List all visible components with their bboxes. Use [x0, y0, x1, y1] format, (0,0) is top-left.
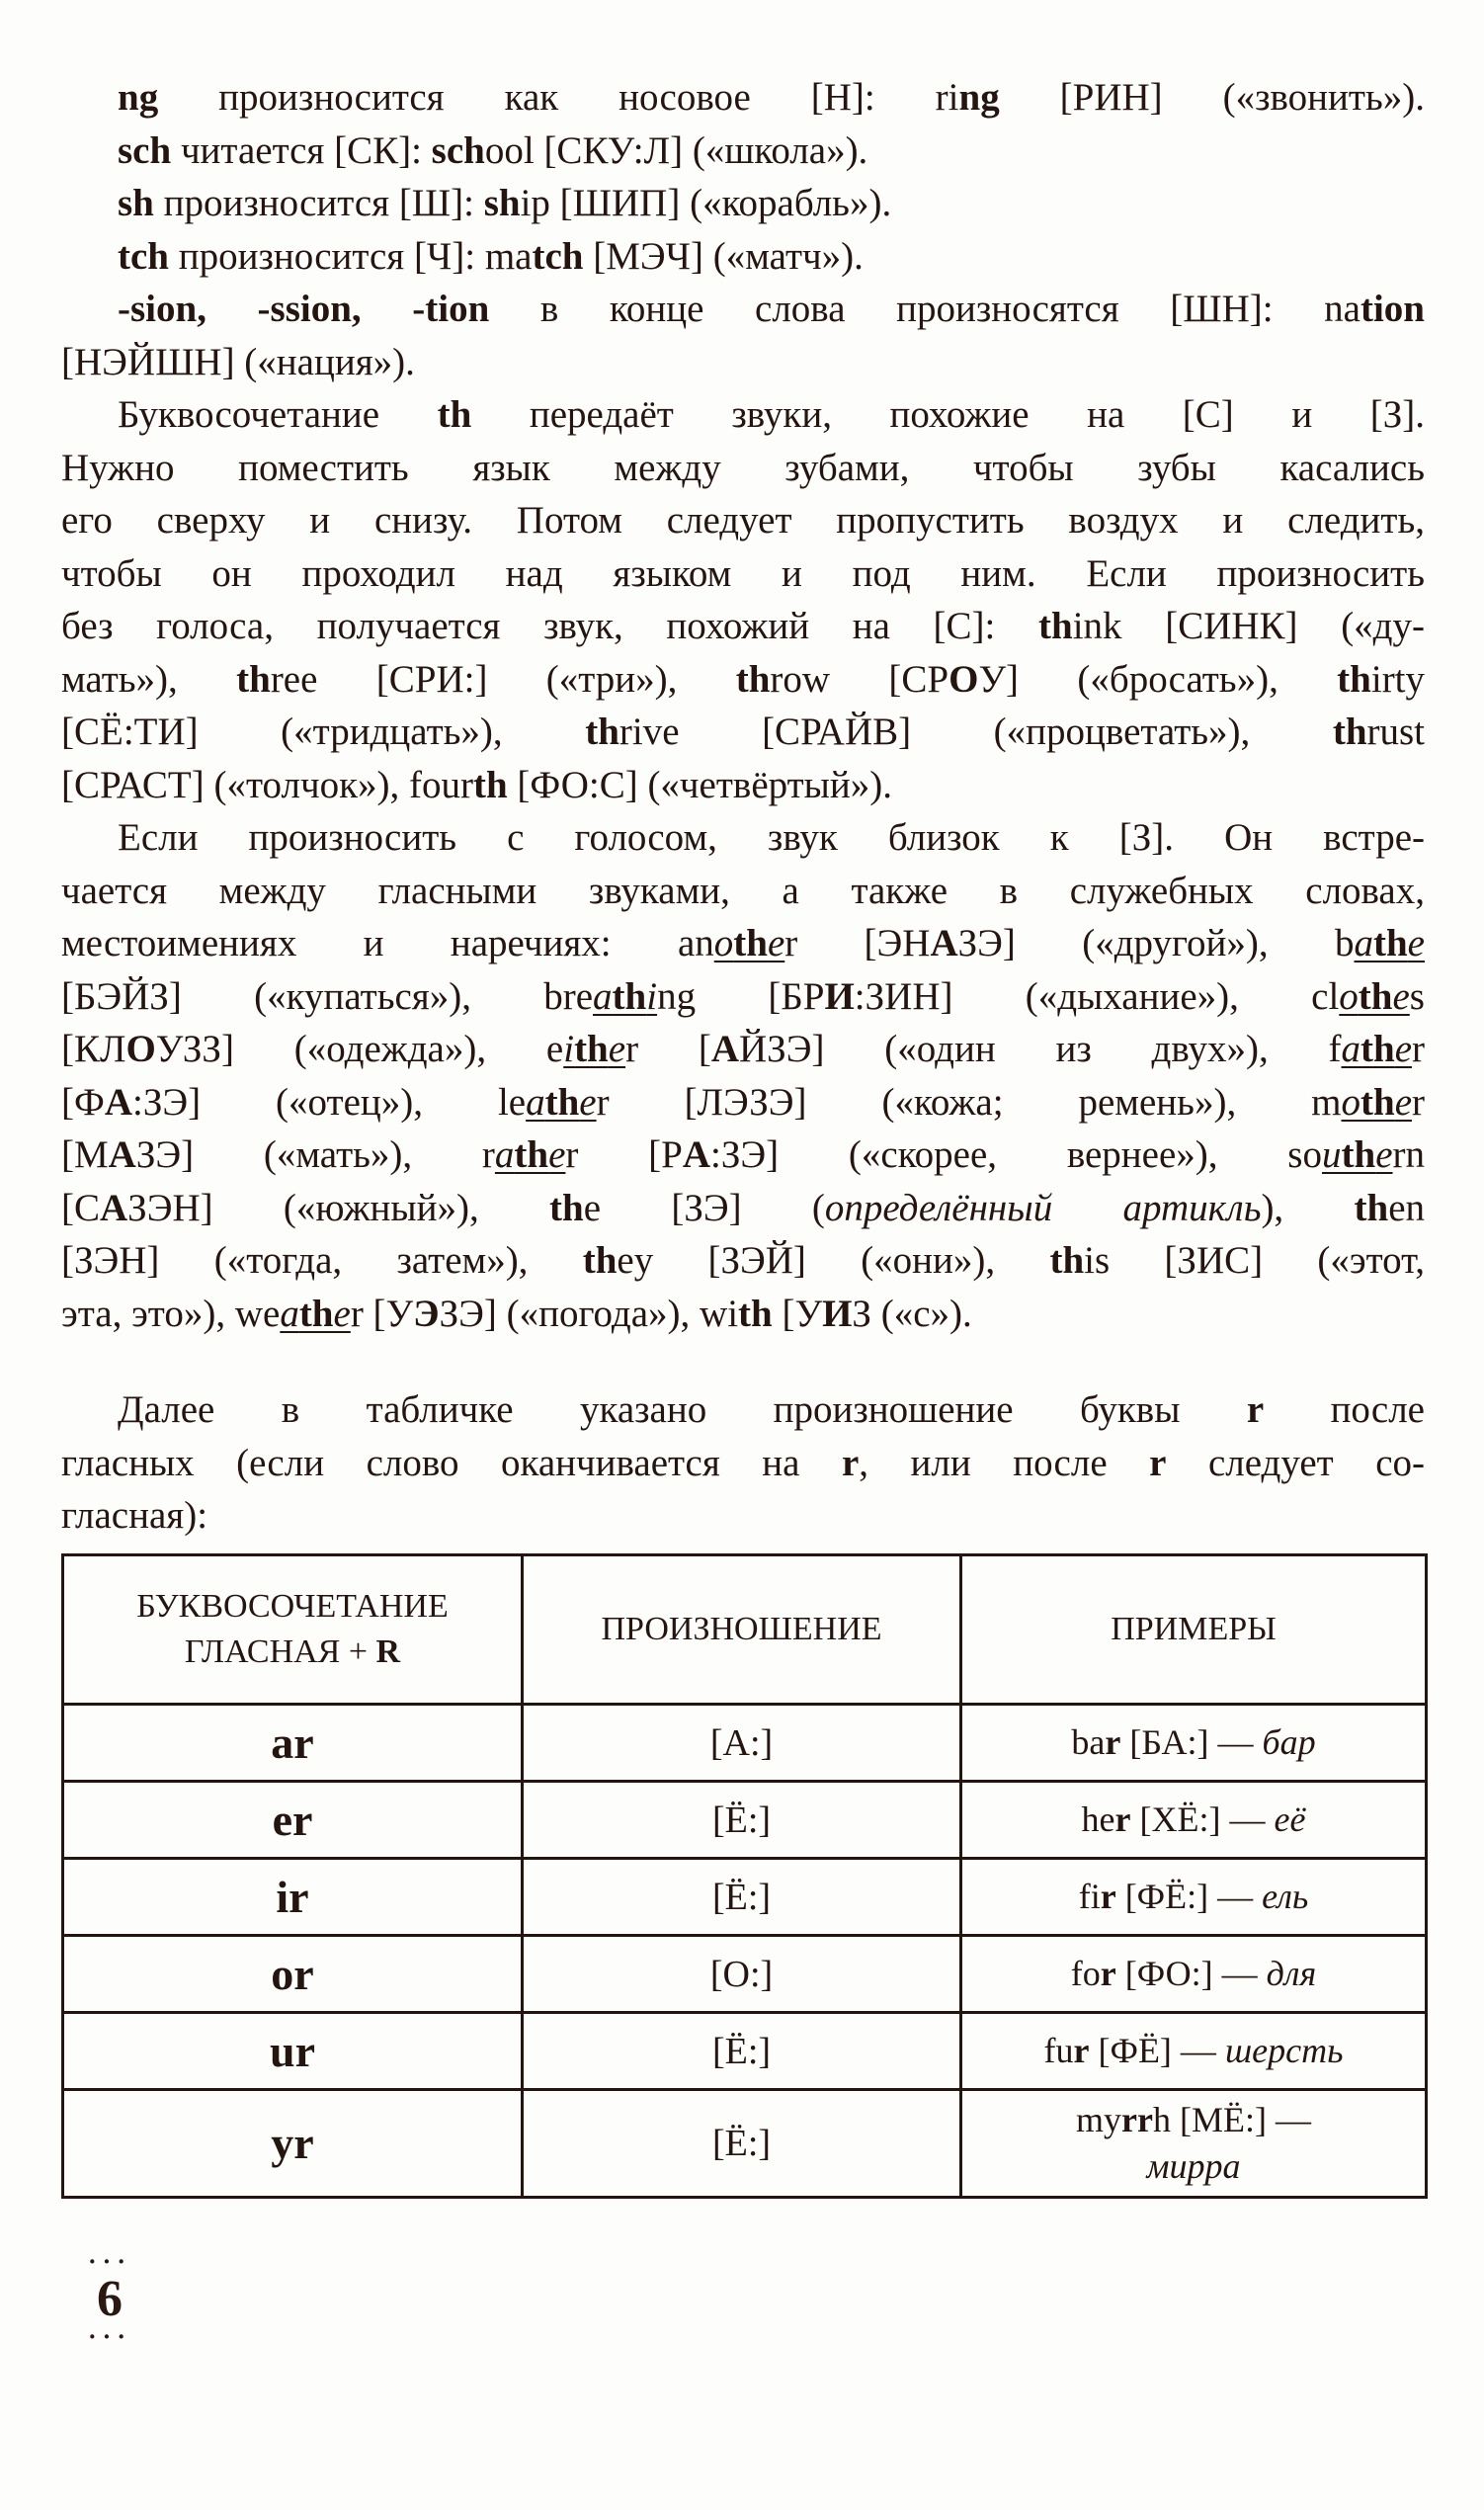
- text-segment: th: [735, 657, 771, 701]
- text-segment: th: [733, 922, 768, 964]
- text-segment: r: [1100, 1877, 1116, 1917]
- text-line: [61, 865, 1425, 918]
- text-line: [61, 706, 1425, 759]
- text-line: [61, 283, 1425, 336]
- text-segment: r: [1105, 1722, 1121, 1763]
- text-segment: гласная):: [61, 1494, 208, 1537]
- text-segment: i: [563, 1028, 575, 1070]
- text-segment: a: [494, 1133, 515, 1176]
- text-segment: [ЗЭН] («тогда, затем»),: [61, 1239, 583, 1282]
- text-segment: u: [1322, 1133, 1342, 1176]
- text-line: [61, 1076, 1425, 1130]
- text-segment: sh: [483, 182, 521, 224]
- text-segment: tion: [1360, 288, 1425, 330]
- text-segment: А: [682, 1133, 711, 1176]
- text-line: [61, 1383, 1425, 1437]
- main-text-block: [61, 71, 1425, 1340]
- text-segment: fu: [1043, 2031, 1074, 2071]
- text-segment: th: [437, 393, 472, 436]
- table-header-letter-combination: [63, 1555, 523, 1705]
- text-segment: [БЭЙЗ] («купаться»), bre: [61, 974, 594, 1018]
- text-segment: h [МЁ:] —: [1153, 2100, 1311, 2139]
- text-segment: [ХЁ:] —: [1130, 1799, 1275, 1840]
- text-segment: sh: [118, 182, 154, 224]
- text-segment: местоимениях и наречиях: an: [61, 922, 714, 964]
- text-segment: a: [280, 1292, 299, 1335]
- text-segment: fo: [1070, 1954, 1101, 1994]
- letter-combination-cell: ir: [63, 1859, 523, 1936]
- text-segment: e [ЗЭ] (: [583, 1186, 825, 1229]
- text-segment: без голоса, получается звук, похожий на [С]:: [61, 605, 1039, 647]
- text-segment: i: [646, 974, 658, 1018]
- text-segment: row [СР: [770, 657, 949, 701]
- text-segment: e: [1407, 922, 1425, 964]
- text-segment: irty: [1370, 657, 1425, 701]
- text-segment: У] («бросать»),: [978, 657, 1338, 701]
- example-cell: [961, 2090, 1427, 2198]
- text-segment: o: [713, 922, 734, 964]
- text-segment: ip [ШИП] («корабль»).: [520, 182, 892, 224]
- text-segment: th: [514, 1133, 549, 1176]
- text-segment: после: [1264, 1388, 1425, 1431]
- text-line: [61, 970, 1425, 1024]
- text-segment: r: [1114, 1799, 1131, 1840]
- text-segment: he: [1081, 1799, 1115, 1840]
- text-segment: БУКВОСОЧЕТАНИЕ: [136, 1588, 449, 1626]
- text-segment: А: [710, 1028, 740, 1070]
- text-segment: ЗЭ] («мать»), r: [135, 1133, 495, 1176]
- text-segment: th: [1332, 711, 1367, 753]
- page-number: 6: [97, 2271, 123, 2327]
- text-segment: e: [1375, 1133, 1393, 1176]
- text-segment: произносится [Ш]:: [153, 182, 484, 224]
- text-segment: th: [1360, 1080, 1395, 1124]
- text-segment: З («с»).: [852, 1292, 972, 1335]
- text-segment: О: [125, 1028, 156, 1070]
- text-segment: th: [1049, 1239, 1085, 1282]
- text-segment: th: [612, 974, 647, 1018]
- text-segment: [РИН] («звонить»).: [999, 76, 1425, 119]
- text-segment: o: [1341, 1080, 1360, 1124]
- page-number-block: [65, 2247, 154, 2351]
- table-header-row: [63, 1555, 1427, 1705]
- text-segment: чается между гласными звуками, а также в служебных словах,: [61, 869, 1425, 912]
- text-segment: Если произносить с голосом, звук близок к [З]. Он встре-: [118, 816, 1425, 859]
- text-line: [61, 1437, 1425, 1490]
- text-segment: ba: [1071, 1722, 1106, 1763]
- letter-combination-cell: ar: [63, 1705, 523, 1782]
- text-segment: [ФЁ] —: [1089, 2031, 1225, 2071]
- text-segment: для: [1266, 1954, 1317, 1994]
- text-segment: rust: [1366, 711, 1425, 753]
- text-segment: УЗЗ] («одежда»), e: [155, 1028, 564, 1070]
- text-segment: th: [544, 1080, 580, 1124]
- pronunciation-cell: [Ё:]: [523, 2013, 961, 2090]
- text-segment: шерсть: [1224, 2031, 1344, 2071]
- text-segment: th: [298, 1292, 334, 1335]
- text-segment: th: [1038, 605, 1073, 647]
- text-segment: ЗЭ] («другой»), b: [957, 922, 1355, 964]
- text-segment: R: [375, 1633, 401, 1670]
- text-segment: , или после: [859, 1441, 1150, 1484]
- table-row: [63, 1936, 1427, 2013]
- text-segment: th: [1358, 974, 1393, 1018]
- text-line: [61, 442, 1425, 495]
- table-header-examples: ПРИМЕРЫ: [961, 1555, 1427, 1705]
- text-line: [61, 1234, 1425, 1288]
- text-segment: её: [1274, 1799, 1306, 1840]
- text-segment: [ФО:] —: [1115, 1954, 1267, 1994]
- table-header-letter-combination-line2: [72, 1630, 513, 1675]
- text-segment: Буквосочетание: [118, 393, 438, 436]
- text-segment: [БА:] —: [1120, 1722, 1263, 1763]
- text-segment: rn: [1392, 1133, 1425, 1176]
- text-segment: [Ф: [61, 1080, 105, 1124]
- text-line: [61, 917, 1425, 970]
- table-row: [63, 2013, 1427, 2090]
- letter-combination-cell: yr: [63, 2090, 523, 2198]
- text-segment: my: [1076, 2100, 1122, 2139]
- text-segment: a: [593, 974, 613, 1018]
- text-segment: произносится [Ч]: ma: [169, 234, 533, 278]
- text-segment: e: [579, 1080, 597, 1124]
- text-segment: ng [БР: [657, 974, 825, 1018]
- text-segment: th: [472, 763, 508, 806]
- letter-combination-cell: er: [63, 1782, 523, 1859]
- table-row: [63, 1705, 1427, 1782]
- text-segment: th: [1372, 922, 1408, 964]
- text-segment: is [ЗИС] («этот,: [1084, 1239, 1425, 1282]
- text-segment: ng: [958, 76, 1000, 119]
- table-header-letter-combination-line1: [72, 1584, 513, 1630]
- text-line: [61, 1288, 1425, 1341]
- text-segment: И: [822, 1292, 853, 1335]
- text-segment: :ЗЭ] («отец»), le: [131, 1080, 527, 1124]
- text-line: [61, 600, 1425, 653]
- text-segment: th: [1337, 657, 1371, 701]
- table-header-pronunciation: ПРОИЗНОШЕНИЕ: [523, 1555, 961, 1705]
- text-segment: бар: [1262, 1722, 1316, 1763]
- text-segment: r: [1412, 1028, 1425, 1070]
- text-segment: гласных (если слово оканчивается на: [61, 1441, 842, 1484]
- text-segment: мать»),: [61, 657, 237, 701]
- text-segment: rive [СРАЙВ] («процветать»),: [618, 711, 1333, 753]
- text-segment: r [ЛЭЗЭ] («кожа; ремень»), m: [596, 1080, 1342, 1124]
- text-segment: r [: [625, 1028, 711, 1070]
- text-segment: r [Р: [565, 1133, 683, 1176]
- text-segment: читается [СК]:: [171, 128, 432, 172]
- pronunciation-cell: [Ё:]: [523, 1782, 961, 1859]
- pronunciation-cell: [Ё:]: [523, 1859, 961, 1936]
- text-segment: sch: [431, 128, 485, 172]
- text-segment: th: [574, 1028, 609, 1070]
- text-segment: rr: [1121, 2100, 1153, 2139]
- text-segment: Далее в табличке указано произношение буквы: [118, 1388, 1247, 1431]
- text-segment: :ЗИН] («дыхание»), cl: [854, 974, 1340, 1018]
- example-cell: [961, 1936, 1427, 2013]
- example-cell: [961, 1859, 1427, 1936]
- letter-combination-cell: ur: [63, 2013, 523, 2090]
- text-segment: передаёт звуки, похожие на [С] и [З].: [471, 393, 1425, 436]
- example-cell: [961, 1782, 1427, 1859]
- text-line: [61, 653, 1425, 707]
- text-line: [61, 759, 1425, 812]
- text-segment: А: [108, 1133, 136, 1176]
- text-segment: s: [1409, 974, 1425, 1018]
- text-line: [61, 388, 1425, 442]
- text-segment: r: [1100, 1954, 1116, 1994]
- table-row: [63, 1782, 1427, 1859]
- text-segment: Э: [413, 1292, 440, 1335]
- text-segment: e: [1392, 974, 1410, 1018]
- text-line: [61, 125, 1425, 178]
- text-segment: a: [1354, 922, 1373, 964]
- text-segment: в конце слова произносятся [ШН]: na: [489, 288, 1360, 330]
- text-line: [61, 1023, 1425, 1076]
- text-segment: ng: [118, 76, 159, 119]
- text-segment: tch: [532, 234, 584, 278]
- table-body: [63, 1705, 1427, 2198]
- text-segment: :ЗЭ] («скорее, вернее»), so: [710, 1133, 1322, 1176]
- text-segment: ЗЭН] («южный»),: [127, 1186, 550, 1229]
- text-segment: r: [841, 1441, 860, 1484]
- text-segment: sch: [118, 128, 172, 172]
- pronunciation-cell: [О:]: [523, 1936, 961, 2013]
- text-segment: r: [1412, 1080, 1425, 1124]
- text-segment: определённый артикль: [824, 1186, 1262, 1229]
- text-segment: a: [1341, 1028, 1361, 1070]
- text-segment: r: [1149, 1441, 1167, 1484]
- text-segment: e: [608, 1028, 626, 1070]
- pronunciation-cell: [А:]: [523, 1705, 961, 1782]
- text-segment: ЙЗЭ] («один из двух»), f: [739, 1028, 1342, 1070]
- text-segment: th: [738, 1292, 773, 1335]
- table-row: [63, 2090, 1427, 2198]
- text-segment: [НЭЙШН] («нация»).: [61, 340, 415, 383]
- text-segment: tch: [118, 234, 169, 278]
- text-segment: [ФО:С] («четвёртый»).: [507, 763, 892, 806]
- text-line: [61, 177, 1425, 230]
- text-line: [61, 71, 1425, 125]
- text-segment: th: [549, 1186, 584, 1229]
- text-segment: его сверху и снизу. Потом следует пропустить воздух и следить,: [61, 499, 1425, 542]
- text-segment: ool [СКУ:Л] («школа»).: [484, 128, 868, 172]
- page-number-dots-top: ···: [87, 2247, 131, 2276]
- text-segment: r: [1073, 2031, 1090, 2071]
- text-segment: мирра: [1146, 2145, 1241, 2186]
- text-segment: e: [333, 1292, 351, 1335]
- text-segment: th: [236, 657, 271, 701]
- table-intro-block: [61, 1383, 1425, 1543]
- text-segment: ey [ЗЭЙ] («они»),: [617, 1239, 1050, 1282]
- text-segment: А: [100, 1186, 128, 1229]
- text-segment: a: [526, 1080, 545, 1124]
- text-segment: [ФЁ:] —: [1115, 1877, 1263, 1917]
- text-segment: th: [1341, 1133, 1376, 1176]
- text-segment: th: [1360, 1028, 1395, 1070]
- text-segment: [СЁ:ТИ] («тридцать»),: [61, 711, 586, 753]
- text-segment: th: [582, 1239, 618, 1282]
- text-segment: o: [1339, 974, 1359, 1018]
- text-segment: ГЛАСНАЯ +: [184, 1633, 376, 1670]
- pronunciation-cell: [Ё:]: [523, 2090, 961, 2198]
- text-segment: th: [1354, 1186, 1389, 1229]
- text-segment: -sion, -ssion, -tion: [118, 288, 490, 330]
- text-segment: [СРАСТ] («толчок»), four: [61, 763, 473, 806]
- text-segment: И: [824, 974, 855, 1018]
- text-segment: r [У: [350, 1292, 414, 1335]
- text-line: [61, 1489, 1425, 1543]
- text-segment: ель: [1262, 1877, 1309, 1917]
- text-segment: e: [1394, 1080, 1412, 1124]
- text-segment: ink [СИНК] («ду-: [1072, 605, 1425, 647]
- text-line: [61, 1182, 1425, 1235]
- text-segment: e: [767, 922, 785, 964]
- example-cell: [961, 2013, 1427, 2090]
- text-segment: e: [1394, 1028, 1413, 1070]
- text-line: [61, 811, 1425, 865]
- text-line: [61, 494, 1425, 547]
- table-row: [63, 1859, 1427, 1936]
- text-segment: e: [548, 1133, 566, 1176]
- text-segment: эта, это»), we: [61, 1292, 281, 1335]
- text-segment: произносится как носовое [Н]: ri: [158, 76, 959, 119]
- text-segment: следует со-: [1166, 1441, 1425, 1484]
- text-segment: r [ЭН: [784, 922, 931, 964]
- text-segment: Нужно поместить язык между зубами, чтобы зубы касались: [61, 446, 1425, 489]
- text-segment: [У: [772, 1292, 823, 1335]
- pronunciation-table: [61, 1553, 1428, 2199]
- text-segment: th: [585, 711, 619, 753]
- text-segment: ree [СРИ:] («три»),: [270, 657, 736, 701]
- page-number-dots-bottom: ···: [87, 2322, 131, 2351]
- example-cell: [961, 1705, 1427, 1782]
- text-segment: en: [1388, 1186, 1425, 1229]
- text-line: [61, 230, 1425, 284]
- text-segment: А: [930, 922, 958, 964]
- letter-combination-cell: or: [63, 1936, 523, 2013]
- text-segment: ЗЭ] («погода»), wi: [439, 1292, 739, 1335]
- text-segment: r: [1246, 1388, 1265, 1431]
- text-line: [61, 336, 1425, 389]
- text-line: [61, 1129, 1425, 1182]
- text-segment: А: [104, 1080, 132, 1124]
- text-segment: [МЭЧ] («матч»).: [583, 234, 864, 278]
- text-segment: [С: [61, 1186, 100, 1229]
- text-segment: [КЛ: [61, 1028, 126, 1070]
- text-segment: [М: [61, 1133, 109, 1176]
- text-line: [61, 547, 1425, 601]
- text-segment: чтобы он проходил над языком и под ним. Если произносить: [61, 551, 1425, 595]
- text-segment: ),: [1261, 1186, 1355, 1229]
- text-segment: fi: [1078, 1877, 1101, 1917]
- text-segment: О: [948, 657, 979, 701]
